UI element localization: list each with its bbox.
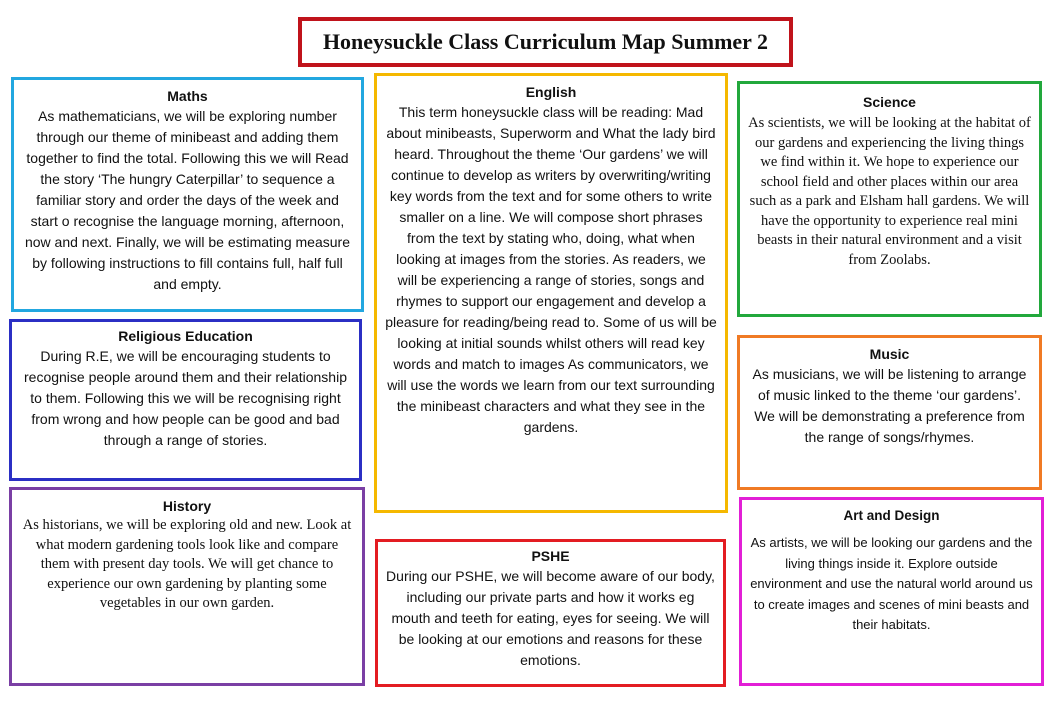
pshe-body: During our PSHE, we will become aware of our body, including our private parts and how it works eg mouth and teeth for eating, eyes for seeing. We will be looking at our emotions and reasons for these emotions. <box>386 568 715 668</box>
art-design-section <box>739 497 1044 686</box>
history-heading: History <box>162 498 212 514</box>
religious-education-heading: Religious Education <box>118 328 253 344</box>
religious-education-section <box>9 319 362 481</box>
art-design-heading: Art and Design <box>843 508 940 523</box>
science-body: As scientists, we will be looking at the habitat of our gardens and experiencing the living things we find within it. We hope to experience our school field and other places within our area such as a park and Elsham hall gardens. We will have the opportunity to experience real mini beasts in their natural environment and a visit from Zoolabs. <box>748 115 1031 268</box>
science-section <box>737 81 1042 317</box>
science-heading: Science <box>863 94 916 110</box>
maths-section <box>11 77 364 312</box>
english-section <box>374 73 728 513</box>
maths-body: As mathematicians, we will be exploring number through our theme of minibeast and adding them together to find the total. Following this we will Read the story ‘The hungry Caterpillar’ to sequence a familiar story and order the days of the week and start o recognise the language morning, afternoon, now and next. Finally, we will be estimating measure by following instructions to fill contains full, half full and empty. <box>24 108 350 292</box>
pshe-section <box>375 539 726 687</box>
history-body: As historians, we will be exploring old and new. Look at what modern gardening tools look like and compare them with present day tools. We will get chance to experience our own gardening by planting some vegetables in our own garden. <box>22 517 352 611</box>
maths-heading: Maths <box>167 88 208 104</box>
music-heading: Music <box>869 346 910 362</box>
music-body: As musicians, we will be listening to arrange of music linked to the theme ‘our gardens’. We will be demonstrating a preference from the range of songs/rhymes. <box>752 366 1027 445</box>
english-body: This term honeysuckle class will be reading: Mad about minibeasts, Superworm and What the lady bird heard. Throughout the theme ‘Our gardens’ we will continue to develop as writers by overwriting/writing key words from the text and for some others to write smaller on a line. We will compose short phrases from the text by stating who, doing, what when looking at images from the stories. As readers, we will be experiencing a range of stories, songs and rhymes to support our engagement and develop a pleasure for reading/being read to. Some of us will be looking at initial sounds whilst others will read key words and match to images As communicators, we will use the words we learn from our text surrounding the minibeast characters and what they see in the gardens. <box>385 104 717 435</box>
art-design-body: As artists, we will be looking our gardens and the living things inside it. Explore outside environment and use the natural world around us to create images and scenes of mini beasts and their habitats. <box>750 535 1033 632</box>
religious-education-body: During R.E, we will be encouraging students to recognise people around them and their relationship to them. Following this we will be recognising right from wrong and how people can be good and bad through a range of stories. <box>24 348 347 448</box>
music-section <box>737 335 1042 490</box>
history-section <box>9 487 365 686</box>
page-title: Honeysuckle Class Curriculum Map Summer 2 <box>298 17 793 67</box>
pshe-heading: PSHE <box>531 548 570 564</box>
english-heading: English <box>525 84 577 100</box>
